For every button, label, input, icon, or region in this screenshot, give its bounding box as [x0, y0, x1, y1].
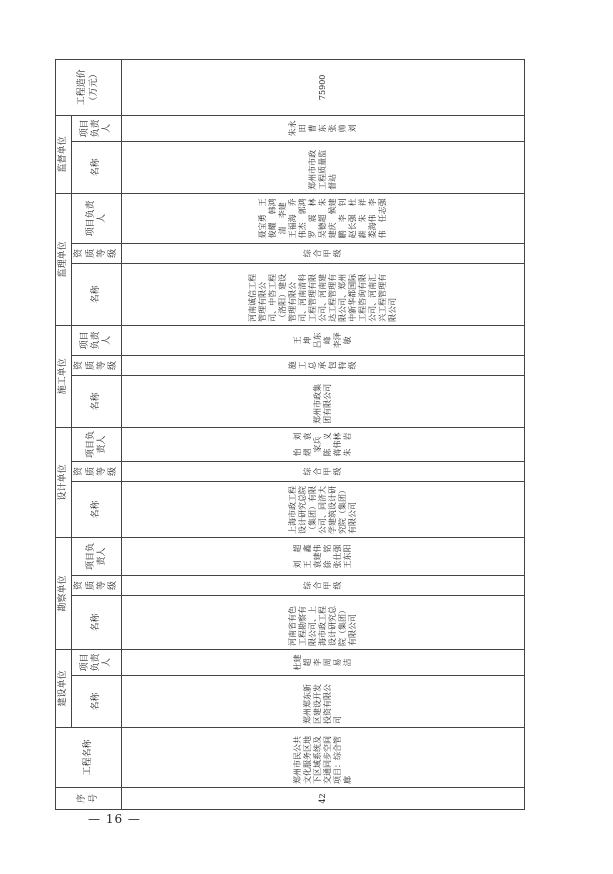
supervision-name-cell: 河南诚信工程管理有限公司、中咨工程（洛阳）建设管理有限公司、河南清科工程管理有限公司、河南建达工程管理有限公司、郑州中新华都国际工程咨询有限公司、河南汇兴工程管理有限公司: [122, 263, 525, 325]
construction-manager-cell: 王 坤 吕东峰 李泽敏: [122, 325, 525, 355]
header-row-groups: [56, 59, 72, 809]
design-name-header: 名称: [72, 481, 122, 537]
builder-name-header: 名称: [72, 676, 122, 728]
monitor-name-header: 名称: [72, 141, 122, 193]
design-manager-cell: 怡 刘 熠 袁家兵 陈 义 蒋伟林 朱 岩: [122, 427, 525, 461]
header-monitor: 监督单位: [56, 115, 72, 193]
header-survey: 勘察单位: [56, 537, 72, 649]
seq-cell: 42: [122, 788, 525, 810]
table-row: [122, 59, 525, 809]
header-seq: 序号: [56, 788, 122, 810]
cost-cell: 75900: [122, 59, 525, 115]
design-qual-header: 资质等级: [72, 461, 122, 481]
survey-manager-cell: 刘 超 王 鑫 袁建伟 徐 铭 张仕强 王东阳: [122, 537, 525, 575]
header-row-subcolumns: [72, 59, 122, 809]
survey-name-header: 名称: [72, 595, 122, 649]
header-construction: 施工单位: [56, 325, 72, 427]
header-project: 工程名称: [56, 728, 122, 788]
builder-name-cell: 郑州郑东新区建设开发投资有限公司: [122, 676, 525, 728]
survey-manager-header: 项目负责人: [72, 537, 122, 575]
survey-name-cell: 河南省有色工程勘察有限公司、上海市政工程设计研究总院（集团）有限公司: [122, 595, 525, 649]
header-design: 设计单位: [56, 427, 72, 537]
design-qual-cell: 综合甲级: [122, 461, 525, 481]
survey-qual-header: 资质等级: [72, 575, 122, 595]
construction-name-header: 名称: [72, 375, 122, 427]
construction-qual-header: 资质等级: [72, 355, 122, 375]
monitor-manager-cell: 朱永田 曹 东 张 帅 刘: [122, 115, 525, 141]
landscape-table-container: [55, 60, 525, 810]
monitor-name-cell: 郑州市市政工程质量监督站: [122, 141, 525, 193]
supervision-manager-header: 项目负责人: [72, 193, 122, 243]
supervision-qual-cell: 综合甲级: [122, 243, 525, 263]
project-table: [55, 59, 525, 810]
rotated-table-frame: [55, 60, 525, 810]
supervision-qual-header: 资质等级: [72, 243, 122, 263]
monitor-manager-header: 项目负责人: [72, 115, 122, 141]
design-name-cell: 上海市政工程设计研究总院（集团）有限公司、同济大学建筑设计研究院（集团）有限公司: [122, 481, 525, 537]
survey-qual-cell: 综合甲级: [122, 575, 525, 595]
project-name-cell: 郑州市民公共文化服务区地下区域系统及交通同步空间项目：综合管廊: [122, 728, 525, 788]
header-builder: 建设单位: [56, 649, 72, 727]
construction-manager-header: 项目负责人: [72, 325, 122, 355]
header-supervision: 监理单位: [56, 193, 72, 325]
design-manager-header: 项目负责人: [72, 427, 122, 461]
supervision-name-header: 名称: [72, 263, 122, 325]
builder-manager-cell: 杜建超 李 周 易 洁: [122, 649, 525, 675]
page-number: — 16 —: [88, 812, 141, 826]
supervision-manager-cell: 聂宝勇 王俊耀 韩鸿清 李建 王福海 乔伟杰 郭鸿 罗 震 林 吴德超 朱建庆 候建鹏 李 钊 赵长强 杜 薪 朱 祥 娄海伟 李伟 任志强: [122, 193, 525, 243]
construction-name-cell: 郑州市政集团有限公司: [122, 375, 525, 427]
construction-qual-cell: 施工总承包特级: [122, 355, 525, 375]
builder-manager-header: 项目负责人: [72, 649, 122, 675]
header-cost: 工程造价（万元）: [56, 59, 122, 115]
